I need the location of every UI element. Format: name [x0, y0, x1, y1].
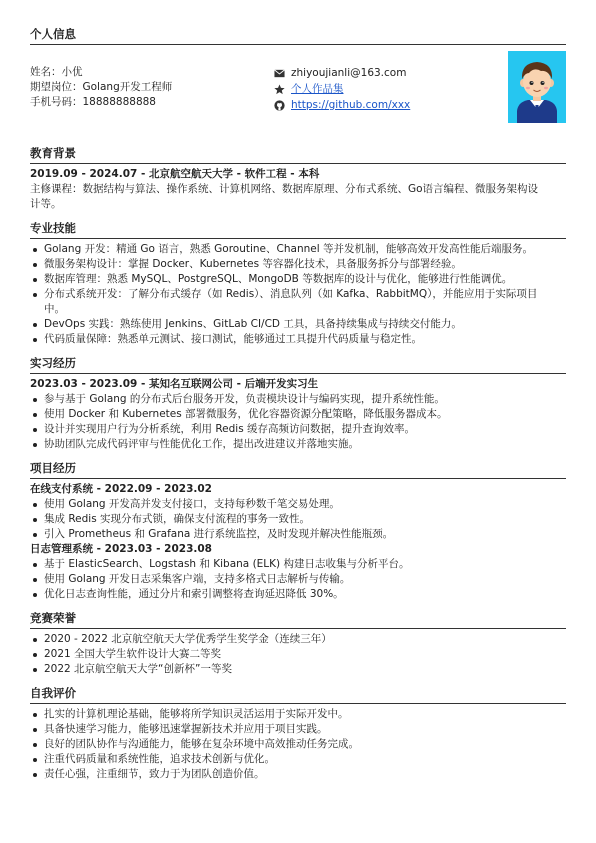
project-list-payment	[30, 497, 566, 542]
list-item: 良好的团队协作与沟通能力，能够在复杂环境中高效推动任务完成。	[44, 737, 566, 752]
section-skills	[30, 220, 566, 347]
list-item: 2022 北京航空航天大学“创新杯”一等奖	[44, 662, 566, 677]
skills-list	[30, 242, 566, 347]
section-title-self: 自我评价	[30, 685, 566, 704]
list-item: 责任心强，注重细节，致力于为团队创造价值。	[44, 767, 566, 782]
list-item: 扎实的计算机理论基础，能够将所学知识灵活运用于实际开发中。	[44, 707, 566, 722]
section-title-projects: 项目经历	[30, 460, 566, 479]
list-item: Golang 开发：精通 Go 语言，熟悉 Goroutine、Channel 等并发机制，能够高效开发高性能后端服务。	[44, 242, 546, 257]
internship-heading: 2023.03 - 2023.09 - 某知名互联网公司 - 后端开发实习生	[30, 378, 319, 390]
portfolio-link[interactable]: 个人作品集	[291, 82, 344, 95]
list-item: 优化日志查询性能，通过分片和索引调整将查询延迟降低 30%。	[44, 587, 566, 602]
section-title-internship: 实习经历	[30, 355, 566, 374]
list-item: 集成 Redis 实现分布式锁，确保支付流程的事务一致性。	[44, 512, 566, 527]
list-item: 参与基于 Golang 的分布式后台服务开发，负责模块设计与编码实现，提升系统性能。	[44, 392, 566, 407]
list-item: 代码质量保障：熟悉单元测试、接口测试，能够通过工具提升代码质量与稳定性。	[44, 332, 546, 347]
education-heading: 2019.09 - 2024.07 - 北京航空航天大学 - 软件工程 - 本科	[30, 168, 320, 180]
list-item: 使用 Docker 和 Kubernetes 部署微服务，优化容器资源分配策略，降低服务器成本。	[44, 407, 566, 422]
list-item: 数据库管理：熟悉 MySQL、PostgreSQL、MongoDB 等数据库的设计与优化，能够进行性能调优。	[44, 272, 546, 287]
project-heading-logging: 日志管理系统 - 2023.03 - 2023.08	[30, 543, 212, 555]
list-item: 微服务架构设计：掌握 Docker、Kubernetes 等容器化技术，具备服务拆分与部署经验。	[44, 257, 546, 272]
github-link[interactable]: https://github.com/xxx	[291, 98, 411, 111]
name-text: 姓名：小优	[30, 66, 83, 78]
list-item: 引入 Prometheus 和 Grafana 进行系统监控，及时发现并解决性能瓶颈。	[44, 527, 566, 542]
phone-text: 手机号码：18888888888	[30, 96, 156, 108]
project-list-logging	[30, 557, 566, 602]
project-heading-payment: 在线支付系统 - 2022.09 - 2023.02	[30, 483, 212, 495]
list-item: 2021 全国大学生软件设计大赛二等奖	[44, 647, 566, 662]
list-item: 使用 Golang 开发日志采集客户端，支持多格式日志解析与传输。	[44, 572, 566, 587]
portfolio-row	[274, 81, 410, 97]
section-title-awards: 竞赛荣誉	[30, 610, 566, 629]
awards-list	[30, 632, 566, 677]
section-personal-info	[30, 26, 566, 131]
resume-page	[30, 26, 566, 782]
list-item: 基于 ElasticSearch、Logstash 和 Kibana (ELK) 构建日志收集与分析平台。	[44, 557, 566, 572]
star-icon	[274, 84, 285, 95]
github-icon	[274, 100, 285, 111]
email-row	[274, 65, 410, 81]
envelope-icon	[274, 68, 285, 79]
list-item: 具备快速学习能力，能够迅速掌握新技术并应用于项目实践。	[44, 722, 566, 737]
personal-basic	[30, 65, 172, 110]
section-awards	[30, 610, 566, 677]
avatar-illustration	[508, 51, 566, 123]
list-item: DevOps 实践：熟练使用 Jenkins、GitLab CI/CD 工具，具备持续集成与持续交付能力。	[44, 317, 546, 332]
list-item: 2020 - 2022 北京航空航天大学优秀学生奖学金（连续三年）	[44, 632, 566, 647]
education-courses: 主修课程：数据结构与算法、操作系统、计算机网络、数据库原理、分布式系统、Go语言编程、微服务架构设计等。	[30, 183, 539, 210]
section-title-skills: 专业技能	[30, 220, 566, 239]
section-education	[30, 145, 566, 212]
self-evaluation-list	[30, 707, 566, 782]
section-projects	[30, 460, 566, 602]
section-title-education: 教育背景	[30, 145, 566, 164]
list-item: 协助团队完成代码评审与性能优化工作，提出改进建议并落地实施。	[44, 437, 566, 452]
section-title-info: 个人信息	[30, 26, 566, 45]
internship-list	[30, 392, 566, 452]
list-item: 分布式系统开发：了解分布式缓存（如 Redis）、消息队列（如 Kafka、RabbitMQ），并能应用于实际项目中。	[44, 287, 546, 317]
position-text: 期望岗位：Golang开发工程师	[30, 81, 173, 93]
list-item: 注重代码质量和系统性能，追求技术创新与优化。	[44, 752, 566, 767]
list-item: 设计并实现用户行为分析系统，利用 Redis 缓存高频访问数据，提升查询效率。	[44, 422, 566, 437]
github-row	[274, 97, 410, 113]
section-self-evaluation	[30, 685, 566, 782]
personal-info-block	[30, 51, 566, 131]
section-internship	[30, 355, 566, 452]
email-text: zhiyoujianli@163.com	[291, 66, 407, 79]
list-item: 使用 Golang 开发高并发支付接口，支持每秒数千笔交易处理。	[44, 497, 566, 512]
personal-contact	[274, 65, 410, 113]
avatar	[508, 51, 566, 123]
